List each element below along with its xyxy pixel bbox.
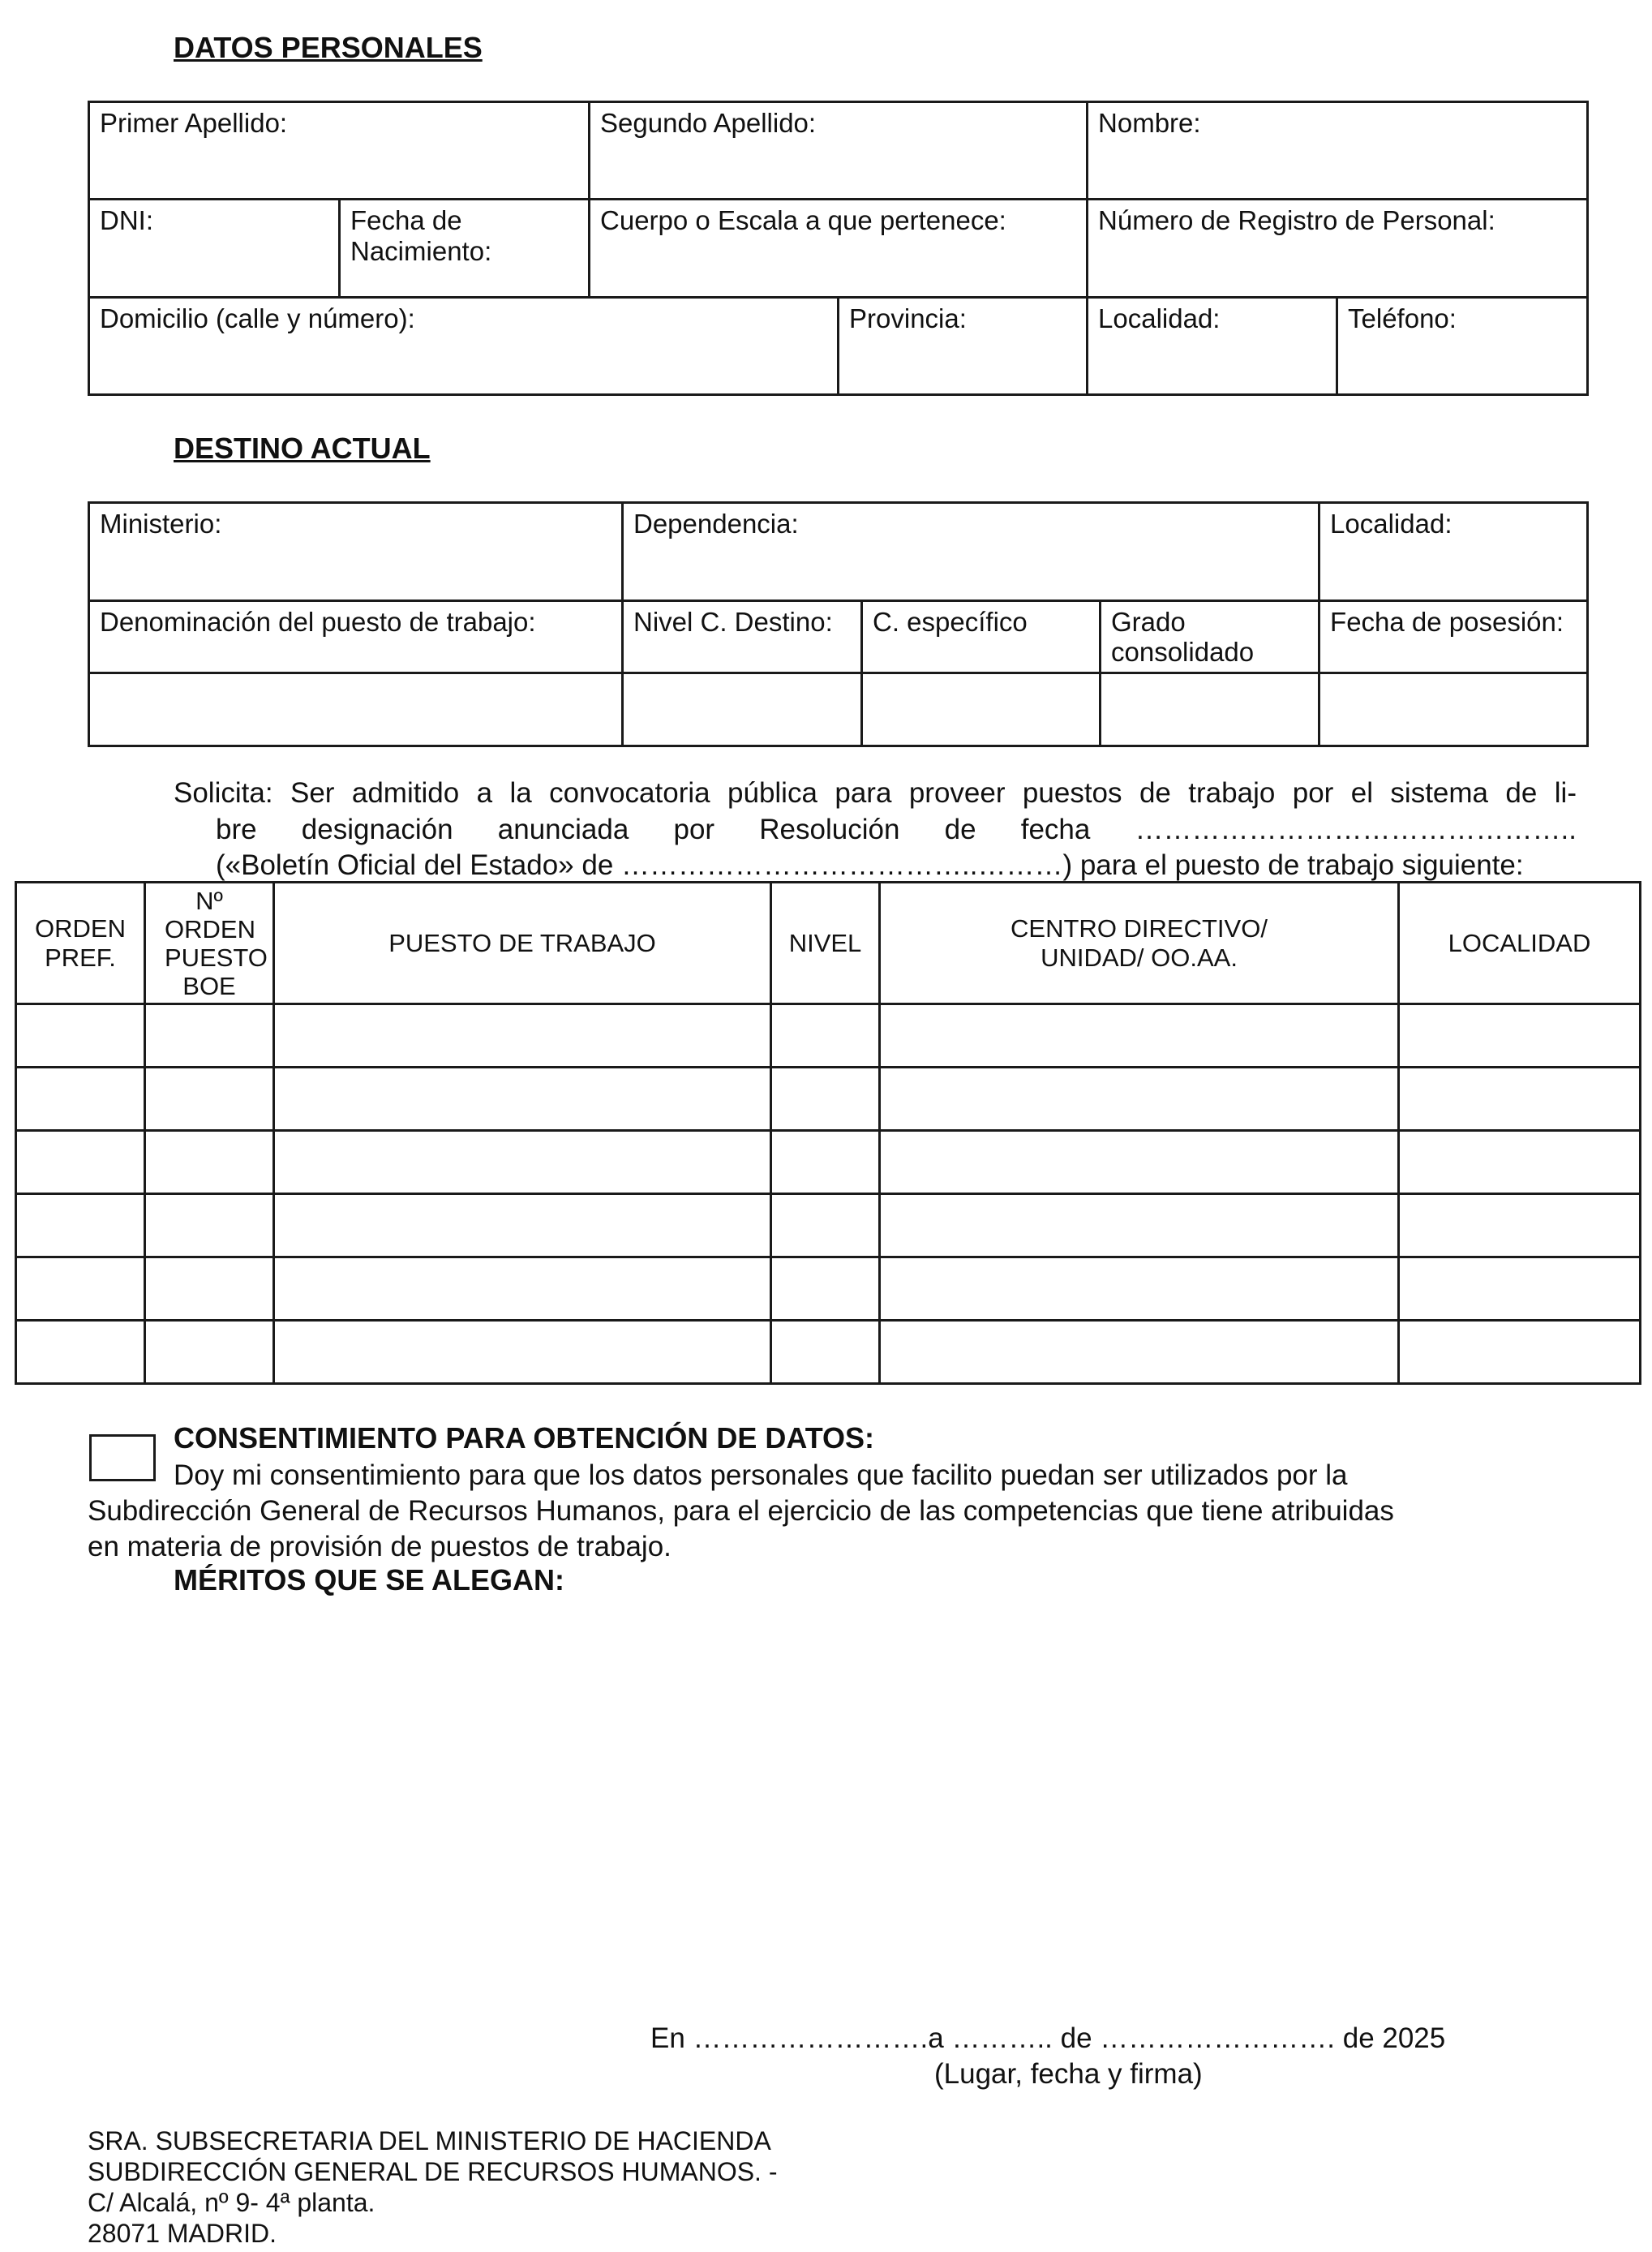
table-cell[interactable]	[880, 1257, 1399, 1321]
nivel-destino-label: Nivel C. Destino:	[633, 607, 833, 637]
consent-checkbox[interactable]	[89, 1434, 156, 1481]
table-cell[interactable]	[274, 1131, 771, 1194]
personal-data-table	[88, 101, 1589, 396]
table-cell[interactable]	[1399, 1257, 1641, 1321]
table-cell[interactable]	[880, 1194, 1399, 1257]
table-cell[interactable]	[145, 1068, 274, 1131]
table-cell[interactable]	[145, 1257, 274, 1321]
consent-line-3: en materia de provisión de puestos de trabajo.	[88, 1531, 672, 1562]
table-cell[interactable]	[1399, 1321, 1641, 1384]
table-cell[interactable]	[16, 1131, 145, 1194]
table-cell[interactable]	[771, 1321, 880, 1384]
localidad-label: Localidad:	[1098, 303, 1221, 333]
table-cell[interactable]	[880, 1131, 1399, 1194]
address-line-4: 28071 MADRID.	[88, 2219, 277, 2248]
fecha-posesion-header	[1319, 601, 1588, 673]
dependencia-label: Dependencia:	[633, 509, 799, 539]
signature-caption: (Lugar, fecha y firma)	[934, 2058, 1203, 2090]
fecha-nacimiento-field[interactable]	[340, 200, 590, 298]
segundo-apellido-label: Segundo Apellido:	[600, 108, 817, 138]
table-cell[interactable]	[16, 1321, 145, 1384]
grado-label: Grado consolidado	[1111, 607, 1255, 667]
col-orden-pref: ORDEN PREF.	[16, 883, 145, 1004]
table-row	[16, 1257, 1641, 1321]
table-cell[interactable]	[274, 1321, 771, 1384]
address-line-3: C/ Alcalá, nº 9- 4ª planta.	[88, 2188, 375, 2217]
destino-localidad-field[interactable]	[1319, 503, 1588, 601]
consent-title: CONSENTIMIENTO PARA OBTENCIÓN DE DATOS:	[174, 1421, 875, 1455]
table-row	[16, 1068, 1641, 1131]
localidad-field[interactable]	[1088, 298, 1337, 395]
table-cell[interactable]	[145, 1004, 274, 1068]
table-cell[interactable]	[274, 1068, 771, 1131]
provincia-field[interactable]	[839, 298, 1088, 395]
table-cell[interactable]	[880, 1321, 1399, 1384]
table-cell[interactable]	[771, 1131, 880, 1194]
nivel-destino-header	[623, 601, 862, 673]
denominacion-header	[89, 601, 623, 673]
personal-data-heading: DATOS PERSONALES	[174, 31, 483, 64]
nombre-label: Nombre:	[1098, 108, 1201, 138]
denominacion-input[interactable]	[89, 673, 623, 746]
nombre-field[interactable]	[1088, 102, 1588, 200]
especifico-label: C. específico	[873, 607, 1028, 637]
address-block	[88, 2125, 777, 2249]
provincia-label: Provincia:	[849, 303, 967, 333]
col-centro-directivo: CENTRO DIRECTIVO/ UNIDAD/ OO.AA.	[880, 883, 1399, 1004]
primer-apellido-label: Primer Apellido:	[100, 108, 288, 138]
segundo-apellido-field[interactable]	[590, 102, 1088, 200]
domicilio-label: Domicilio (calle y número):	[100, 303, 415, 333]
solicita-line-3: («Boletín Oficial del Estado» de ………………………………..………) para el puesto de trabajo siguiente:	[216, 849, 1524, 881]
table-cell[interactable]	[1399, 1194, 1641, 1257]
ministerio-field[interactable]	[89, 503, 623, 601]
dependencia-field[interactable]	[623, 503, 1319, 601]
col-nivel: NIVEL	[771, 883, 880, 1004]
cuerpo-escala-field[interactable]	[590, 200, 1088, 298]
signature-line: En …………………….a ……….. de ……………………. de 2025	[650, 2022, 1446, 2054]
telefono-field[interactable]	[1337, 298, 1588, 395]
puestos-table	[15, 881, 1641, 1385]
table-cell[interactable]	[145, 1321, 274, 1384]
consent-line-1: Doy mi consentimiento para que los datos personales que facilito puedan ser utilizados por la	[174, 1459, 1348, 1491]
especifico-header	[862, 601, 1101, 673]
table-cell[interactable]	[16, 1004, 145, 1068]
table-cell[interactable]	[274, 1004, 771, 1068]
destino-heading: DESTINO ACTUAL	[174, 432, 431, 465]
table-cell[interactable]	[16, 1257, 145, 1321]
table-cell[interactable]	[771, 1068, 880, 1131]
table-cell[interactable]	[1399, 1131, 1641, 1194]
table-row	[16, 1194, 1641, 1257]
domicilio-field[interactable]	[89, 298, 839, 395]
table-cell[interactable]	[880, 1004, 1399, 1068]
ministerio-label: Ministerio:	[100, 509, 222, 539]
dni-label: DNI:	[100, 205, 153, 235]
registro-personal-field[interactable]	[1088, 200, 1588, 298]
col-orden-puesto-boe: Nº ORDEN PUESTO BOE	[145, 883, 274, 1004]
nivel-destino-input[interactable]	[623, 673, 862, 746]
col-localidad: LOCALIDAD	[1399, 883, 1641, 1004]
table-row	[16, 1131, 1641, 1194]
grado-header	[1101, 601, 1319, 673]
table-cell[interactable]	[16, 1194, 145, 1257]
table-cell[interactable]	[771, 1194, 880, 1257]
table-row	[16, 1004, 1641, 1068]
especifico-input[interactable]	[862, 673, 1101, 746]
table-cell[interactable]	[145, 1131, 274, 1194]
table-cell[interactable]	[274, 1194, 771, 1257]
fecha-nacimiento-label: Fecha de Nacimiento:	[350, 205, 492, 266]
solicita-line-1: Solicita: Ser admitido a la convocatoria pública para proveer puestos de trabajo por el sistema de li-	[174, 777, 1577, 809]
cuerpo-escala-label: Cuerpo o Escala a que pertenece:	[600, 205, 1006, 235]
registro-personal-label: Número de Registro de Personal:	[1098, 205, 1495, 235]
solicita-line-2: bre designación anunciada por Resolución de fecha ………………………………………..	[216, 814, 1577, 845]
table-cell[interactable]	[145, 1194, 274, 1257]
address-line-2: SUBDIRECCIÓN GENERAL DE RECURSOS HUMANOS. -	[88, 2157, 778, 2186]
consent-line-2: Subdirección General de Recursos Humanos, para el ejercicio de las competencias que tiene atribuidas	[88, 1495, 1394, 1527]
table-cell[interactable]	[771, 1004, 880, 1068]
telefono-label: Teléfono:	[1348, 303, 1457, 333]
denominacion-label: Denominación del puesto de trabajo:	[100, 607, 536, 637]
table-cell[interactable]	[771, 1257, 880, 1321]
table-cell[interactable]	[16, 1068, 145, 1131]
table-cell[interactable]	[880, 1068, 1399, 1131]
fecha-posesion-label: Fecha de posesión:	[1330, 607, 1564, 637]
dni-field[interactable]	[89, 200, 340, 298]
fecha-posesion-input[interactable]	[1319, 673, 1588, 746]
table-cell[interactable]	[1399, 1004, 1641, 1068]
table-cell[interactable]	[1399, 1068, 1641, 1131]
col-puesto-trabajo: PUESTO DE TRABAJO	[274, 883, 771, 1004]
destino-table	[88, 501, 1589, 747]
destino-localidad-label: Localidad:	[1330, 509, 1452, 539]
grado-input[interactable]	[1101, 673, 1319, 746]
primer-apellido-field[interactable]	[89, 102, 590, 200]
table-row	[16, 1321, 1641, 1384]
meritos-heading: MÉRITOS QUE SE ALEGAN:	[174, 1563, 565, 1597]
table-cell[interactable]	[274, 1257, 771, 1321]
address-line-1: SRA. SUBSECRETARIA DEL MINISTERIO DE HACIENDA	[88, 2126, 771, 2155]
